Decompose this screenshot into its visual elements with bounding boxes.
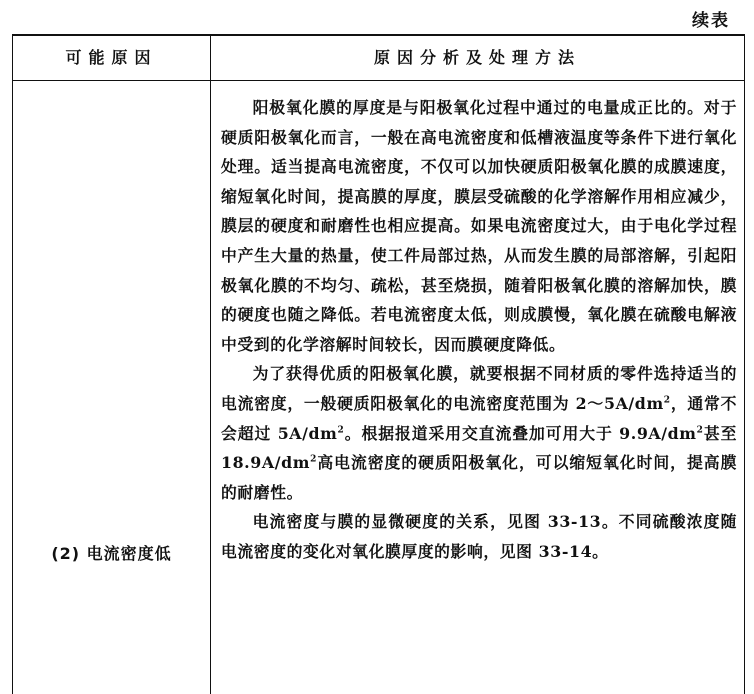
header-cause: 可能原因 [65, 48, 158, 67]
paragraph-2-text-d: 甚至 18.9A/dm [221, 423, 737, 473]
paragraph-1-text: 阳极氧化膜的厚度是与阳极氧化过程中通过的电量成正比的。对于硬质阳极氧化而言，一般在高电流密度和低槽液温度等条件下进行氧化处理。适当提高电流密度，不仅可以加快硬质阳极氧化膜的成膜速度，缩短氧化时间，提高膜的厚度，膜层受硫酸的化学溶解作用相应减少，膜层的硬度和耐磨性也相应提高。如果电流密度过大，由于电化学过程中产生大量的热量，使工件局部过热，从而发生膜的局部溶解，引起阳极氧化膜的不均匀、疏松，甚至烧损，随着阳极氧化膜的溶解加快，膜的硬度也随之降低。若电流密度太低，则成膜慢，氧化膜在硫酸电解液中受到的化学溶解时间较长，因而膜硬度降低。 [221, 98, 737, 354]
paragraph-2-text-e: 高电流密度的硬质阳极氧化，可以缩短氧化时间，提高膜的耐磨性。 [221, 453, 737, 502]
superscript-2: 2 [310, 454, 317, 465]
analysis-paragraph-3 [221, 507, 737, 566]
paragraph-2-text-b: ，通常不会超过 5A/dm [221, 393, 738, 443]
column-divider [210, 36, 211, 694]
analysis-paragraph-2 [221, 359, 737, 507]
data-table [12, 34, 745, 694]
cause-cell: (2) 电流密度低 [51, 544, 172, 563]
analysis-paragraph-1 [221, 93, 737, 359]
table-header-row [13, 36, 744, 81]
header-analysis: 原因分析及处理方法 [373, 48, 581, 67]
paragraph-2-text-c: 。根据报道采用交直流叠加可用大于 9.9A/dm [344, 423, 697, 443]
superscript-2: 2 [663, 395, 671, 406]
paragraph-2-text-a: 为了获得优质的阳极氧化膜，就要根据不同材质的零件选持适当的电流密度，一般硬质阳极氧化的电流密度范围为 2～5A/dm [221, 364, 737, 413]
paragraph-3-text: 电流密度与膜的显微硬度的关系，见图 33-13。不同硫酸浓度随电流密度的变化对氧化膜厚度的影响，见图 33-14。 [221, 512, 737, 561]
analysis-cell [221, 93, 737, 567]
continued-label: 续表 [692, 11, 730, 31]
superscript-2: 2 [696, 425, 704, 436]
superscript-2: 2 [337, 425, 345, 436]
